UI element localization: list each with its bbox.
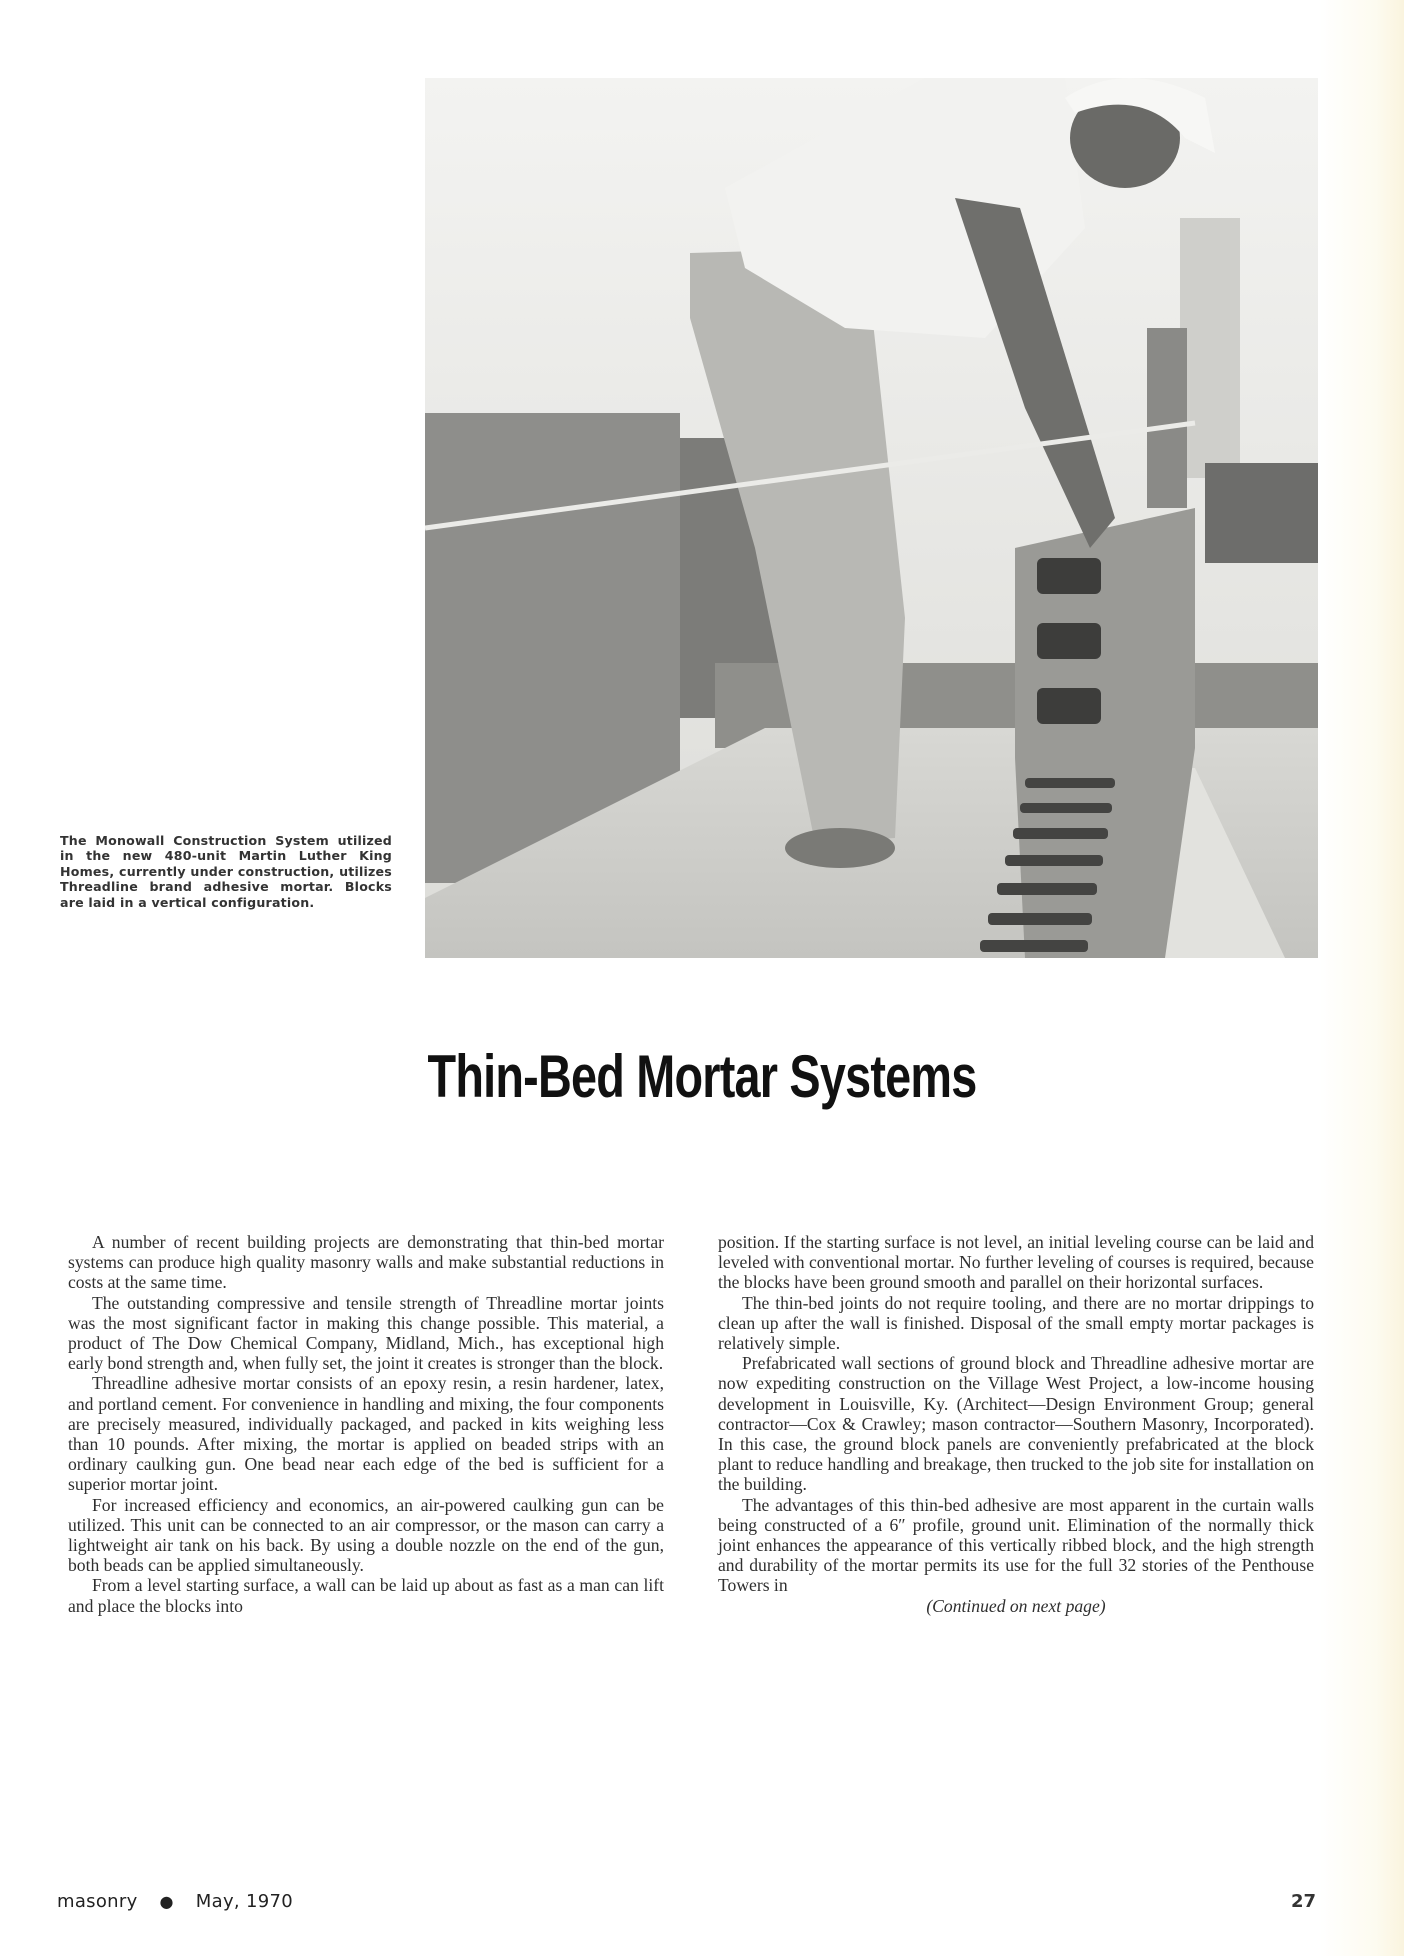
paragraph: The advantages of this thin-bed adhesive are most apparent in the curtain walls being constructed of a 6″ profile, ground unit. Elimination of the normally thick joint enhances the appearance of this vertically ribbed block, and the high strength and durability of the mortar permits its use for the full 32 stories of the Penthouse Towers in: [718, 1494, 1314, 1596]
distant-tower: [1180, 218, 1240, 478]
paragraph: The thin-bed joints do not require tooling, and there are no mortar drippings to clean up after the wall is finished. Disposal of the small empty mortar packages is relatively simple.: [718, 1292, 1314, 1354]
issue-date: May, 1970: [195, 1891, 293, 1912]
article-column-2: [718, 1232, 1314, 1616]
paragraph: Prefabricated wall sections of ground block and Threadline adhesive mortar are now expediting construction on the Village West Project, a low-income housing development in Louisville, Ky. (Architect—Design Environment Group; general contractor—Cox & Crawley; mason contractor—Southern Masonry, Incorporated). In this case, the ground block panels are conveniently prefabricated at the block plant to reduce handling and breakage, then trucked to the job site for installation on the building.: [718, 1353, 1314, 1495]
paragraph: From a level starting surface, a wall can be laid up about as fast as a man can lift and place the blocks into: [68, 1575, 664, 1616]
running-footer: [57, 1891, 293, 1912]
paragraph: For increased efficiency and economics, an air-powered caulking gun can be utilized. This unit can be connected to an air compressor, or the mason can carry a lightweight air tank on his back. By using a double nozzle on the end of the gun, both beads can be applied simultaneously.: [68, 1494, 664, 1576]
background-building: [1205, 463, 1318, 563]
article-photo: [425, 78, 1318, 958]
paragraph: position. If the starting surface is not level, an initial leveling course can be laid and leveled with conventional mortar. No further leveling of courses is required, because the blocks have been ground smooth and parallel on their horizontal surfaces.: [718, 1232, 1314, 1293]
photo-caption: The Monowall Construction System utilized in the new 480-unit Martin Luther King Homes, currently under construction, utilizes Threadline brand adhesive mortar. Blocks are laid in a vertical configuration.: [60, 833, 392, 910]
article-title: Thin-Bed Mortar Systems: [427, 1043, 977, 1110]
continued-note: (Continued on next page): [926, 1595, 1106, 1616]
paragraph: Threadline adhesive mortar consists of an epoxy resin, a resin hardener, latex, and portland cement. For convenience in handling and mixing, the four components are precisely measured, individually packaged, and packed in kits weighing less than 10 pounds. After mixing, the mortar is applied on beaded strips with an ordinary caulking gun. One bead near each edge of the bed is sufficient for a superior mortar joint.: [68, 1373, 664, 1495]
page-number: 27: [1291, 1891, 1317, 1912]
paragraph: The outstanding compressive and tensile strength of Threadline mortar joints was the most significant factor in making this change possible. This material, a product of The Dow Chemical Company, Midland, Mich., has exceptional high early bond strength and, when fully set, the joint it creates is stronger than the block.: [68, 1292, 664, 1374]
bullet-separator-icon: ●: [159, 1892, 174, 1911]
article-column-1: [68, 1232, 664, 1616]
block-column: [1147, 328, 1187, 508]
paragraph: A number of recent building projects are demonstrating that thin-bed mortar systems can produce high quality masonry walls and make substantial reductions in costs at the same time.: [68, 1232, 664, 1293]
mason-laying-blocks-photo: [425, 78, 1318, 958]
publication-name: masonry: [57, 1891, 138, 1912]
